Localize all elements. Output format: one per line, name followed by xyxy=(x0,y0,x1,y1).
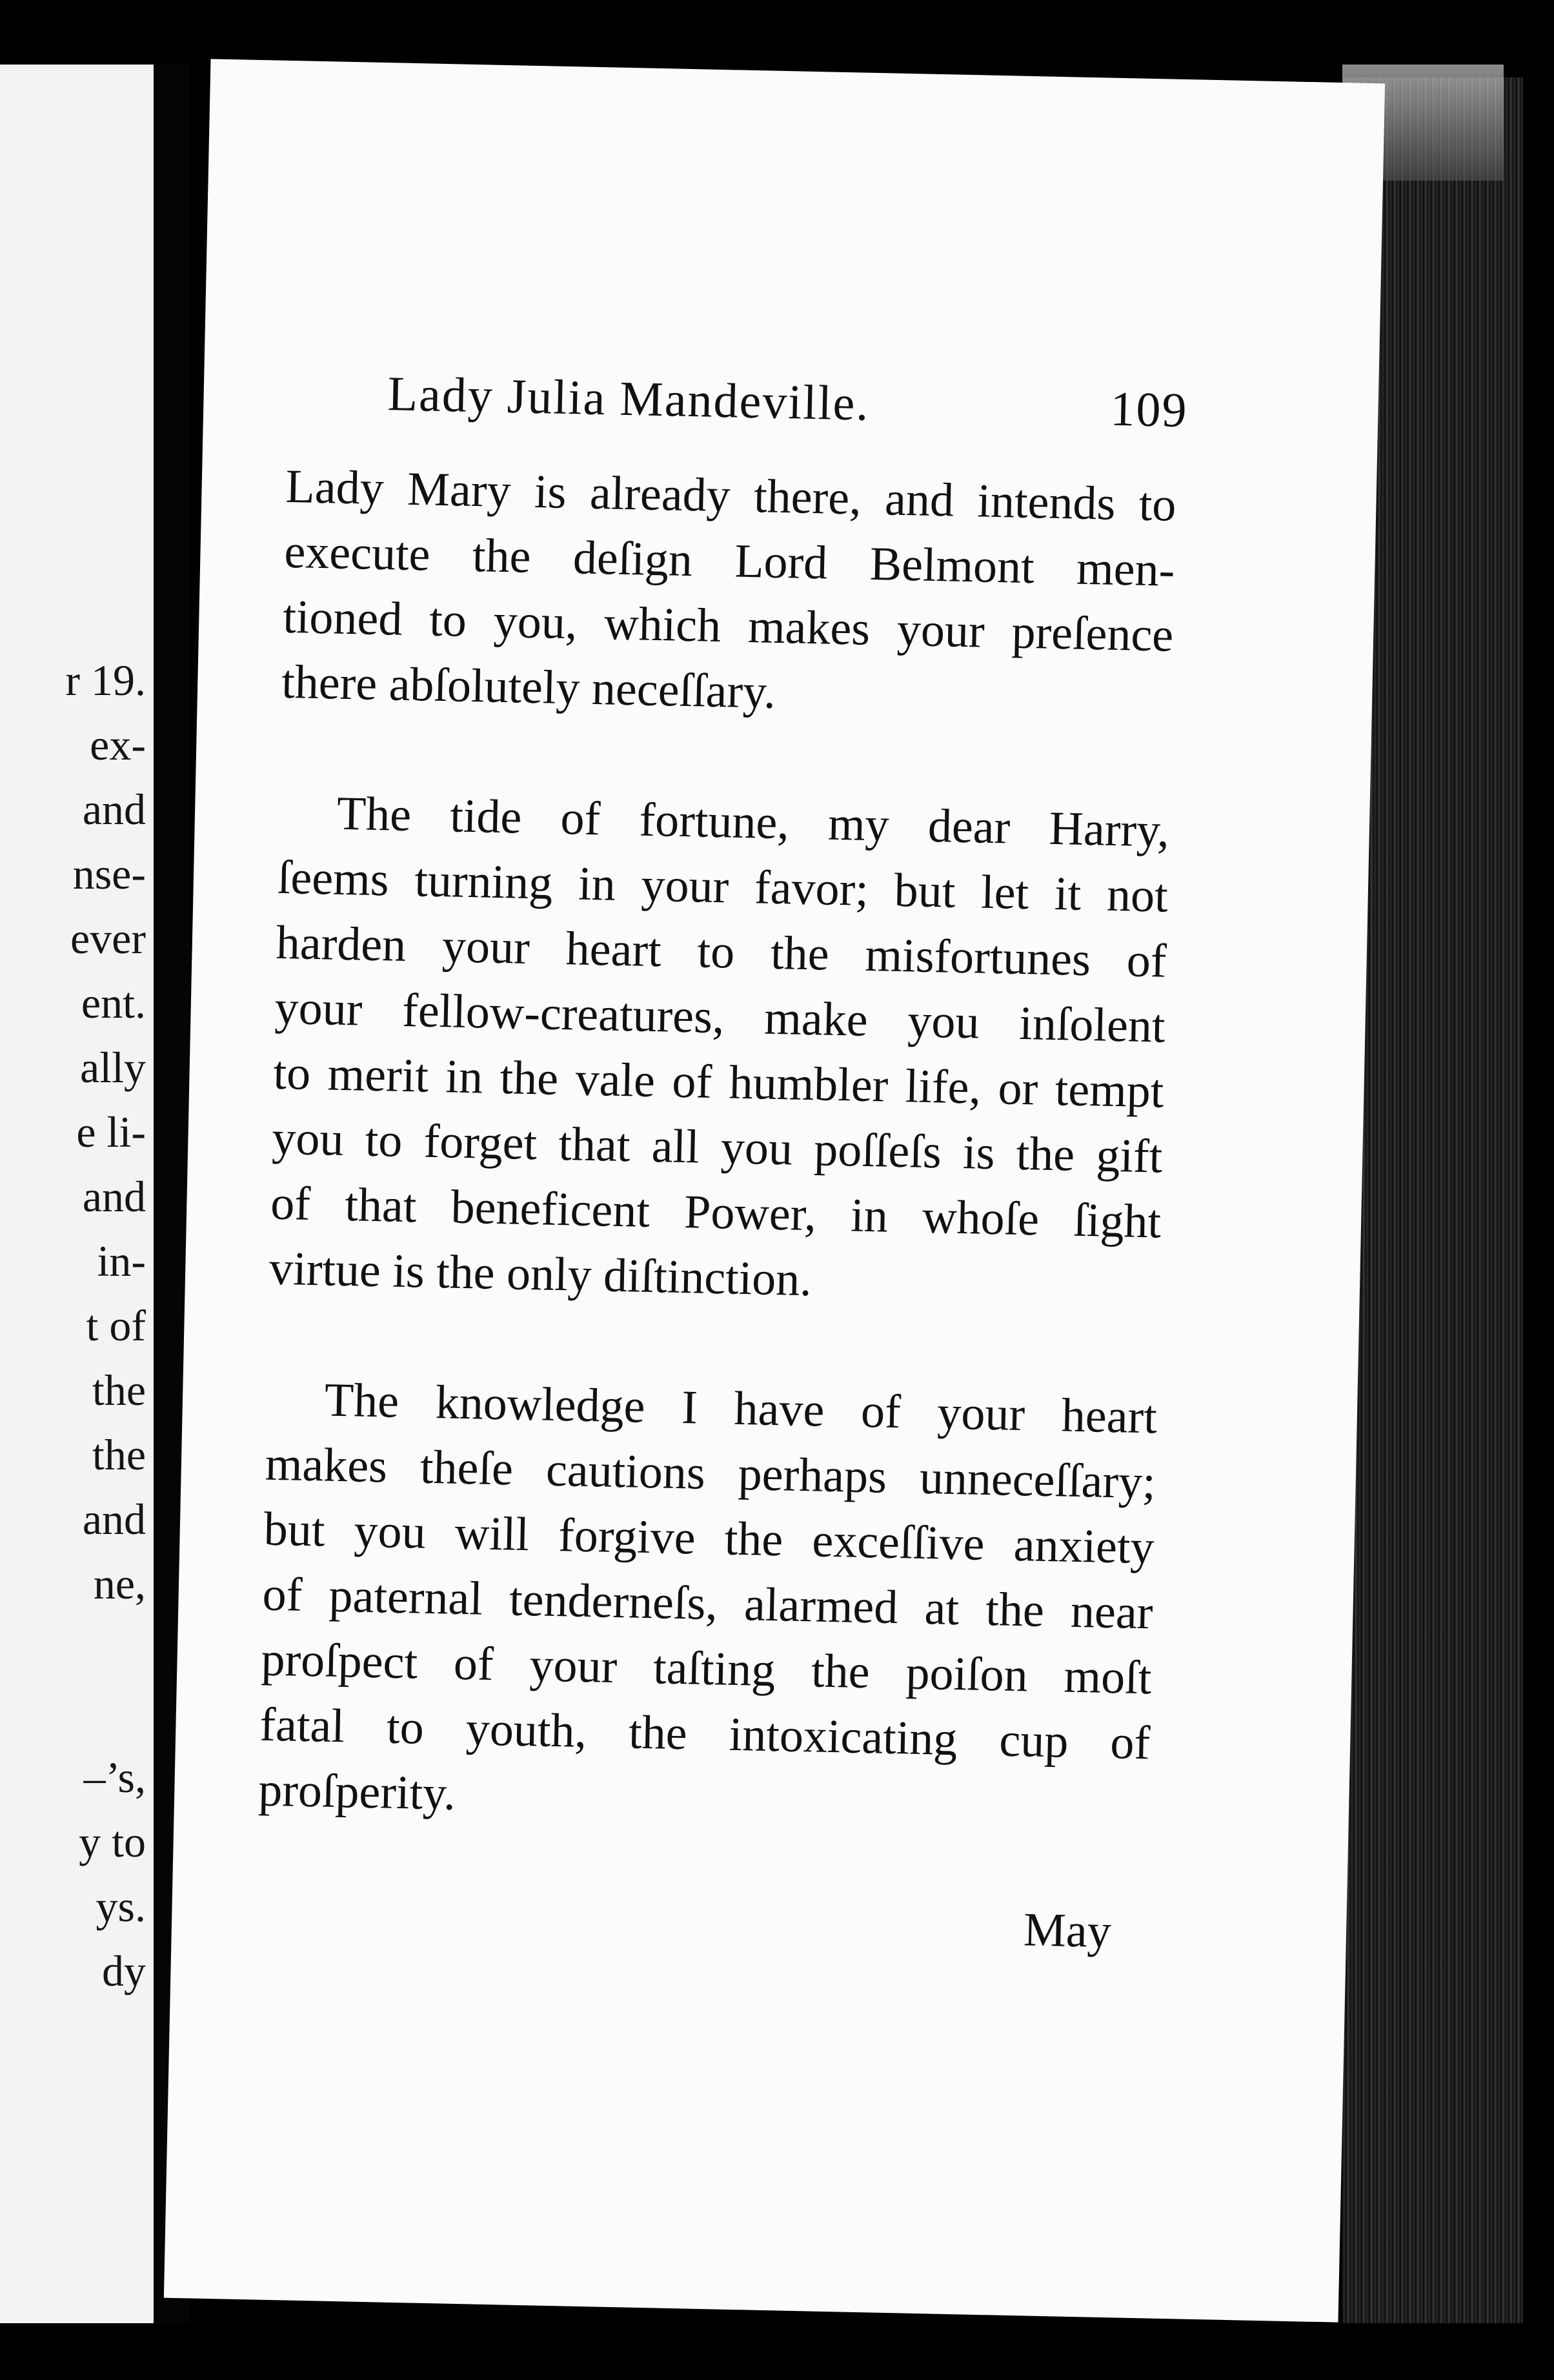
left-page-fragment: and xyxy=(82,785,146,834)
left-page-fragment: in- xyxy=(97,1236,146,1286)
text-line: proſperity. xyxy=(257,1763,456,1820)
left-page-fragment: nse- xyxy=(72,849,146,898)
text-line: there abſolutely neceſſary. xyxy=(281,655,776,719)
left-page-fragment: ex- xyxy=(90,720,146,769)
text-line: execute the deſign Lord Belmont men- xyxy=(283,525,1176,597)
left-page-fragment: ys. xyxy=(96,1882,146,1931)
left-page-fragment: y to xyxy=(79,1817,146,1866)
running-head-title: Lady Julia Mandeville. xyxy=(387,367,871,431)
left-page-fragment: ne, xyxy=(93,1559,146,1608)
text-line: but you will forgive the exceſſive anxiety xyxy=(263,1502,1155,1575)
left-page-fragment: the xyxy=(92,1366,146,1415)
left-page-fragment: ever xyxy=(70,914,146,963)
body-text xyxy=(257,454,1176,1841)
left-page-fragment: ent. xyxy=(81,978,146,1027)
page-number: 109 xyxy=(1109,381,1189,438)
left-page-fragment: r 19. xyxy=(65,656,146,705)
text-line: The knowledge I have of your heart xyxy=(324,1373,1158,1444)
text-line: fatal to youth, the intoxicating cup of xyxy=(259,1698,1151,1770)
text-line: harden your heart to the misfortunes of xyxy=(276,916,1167,988)
text-line: of paternal tenderneſs, alarmed at the near xyxy=(261,1568,1154,1640)
text-line: proſpect of your taſting the poiſon moſt xyxy=(260,1633,1153,1705)
text-line: virtue is the only diſtinction. xyxy=(268,1242,812,1307)
text-line: you to forget that all you poſſeſs is the gift xyxy=(271,1111,1164,1184)
text-line: makes theſe cautions perhaps unneceſſary; xyxy=(265,1437,1156,1509)
left-page-fragment: e li- xyxy=(76,1107,146,1156)
left-page-fragment: ally xyxy=(80,1043,146,1092)
text-line: of that beneficent Power, in whoſe ſight xyxy=(270,1176,1162,1249)
left-page-fragment: and xyxy=(82,1172,146,1221)
left-page-fragment: and xyxy=(82,1495,146,1544)
left-page-fragment: –’s, xyxy=(83,1753,146,1802)
right-page xyxy=(164,59,1385,2322)
text-line: ſeems turning in your favor; but let it not xyxy=(277,851,1169,923)
text-line: to merit in the vale of humbler life, or tempt xyxy=(272,1046,1165,1118)
catchword: May xyxy=(1023,1903,1112,1959)
left-page-fragment: t of xyxy=(86,1301,146,1350)
text-line: tioned to you, which makes your preſence xyxy=(282,590,1175,662)
running-head xyxy=(387,366,1189,439)
left-page-fragment: dy xyxy=(102,1946,146,1995)
text-line: Lady Mary is already there, and intends to xyxy=(285,459,1177,532)
text-line: The tide of fortune, my dear Harry, xyxy=(336,787,1170,858)
left-page-fragment: the xyxy=(92,1430,146,1479)
left-page xyxy=(0,65,154,2323)
text-line: your fellow-creatures, make you inſolent xyxy=(274,981,1166,1053)
